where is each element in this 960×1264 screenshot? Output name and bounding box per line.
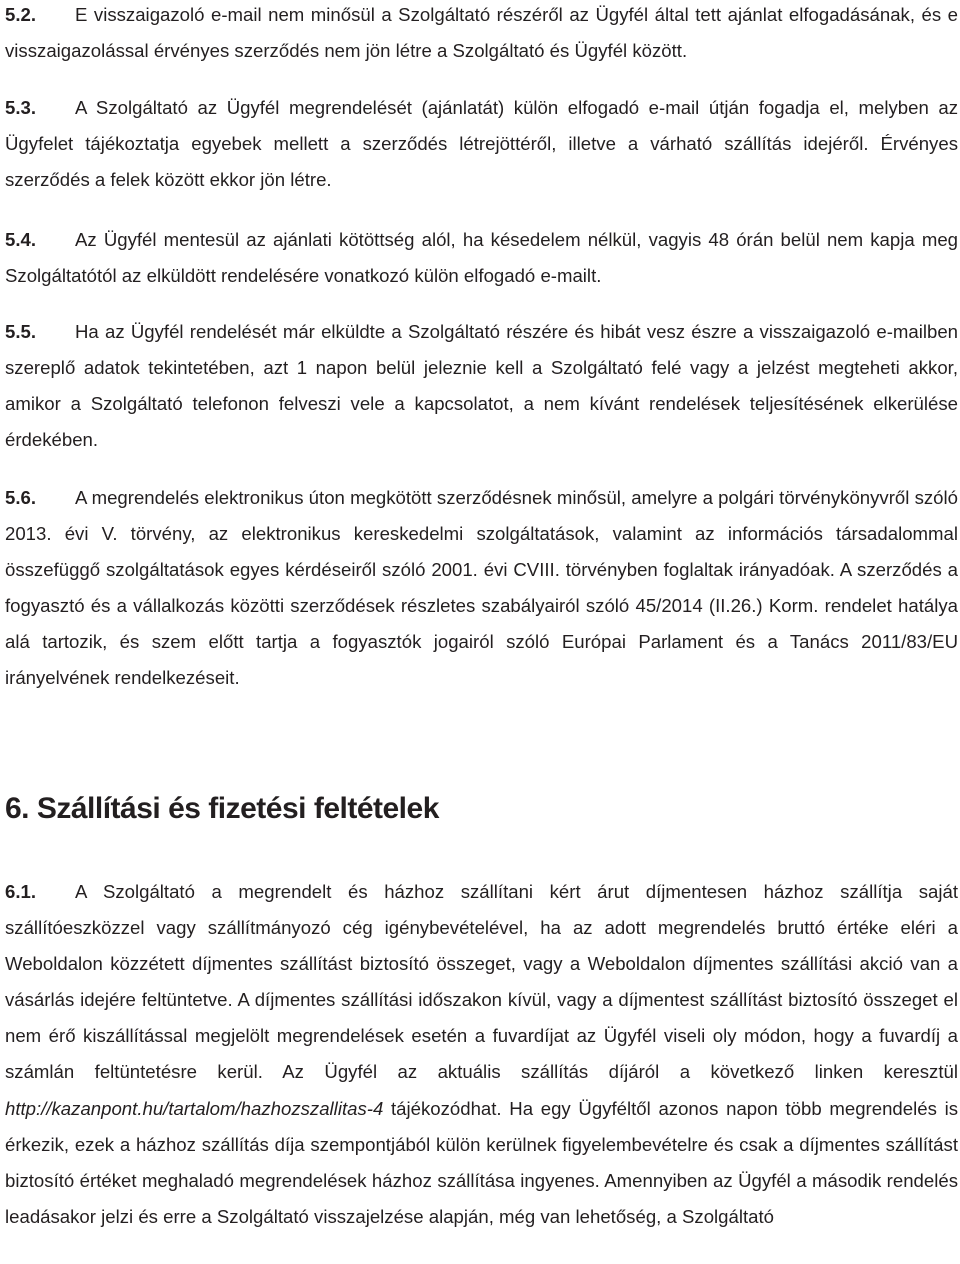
paragraph-text: A Szolgáltató a megrendelt és házhoz szállítani kért árut díjmentesen házhoz szállítja saját szállítóeszközzel vagy szállítmányozó cég igénybevételével, ha az adott megrendelés bruttó értéke eléri a Weboldalon közzétett díjmentes szállítást biztosító összeget, vagy a Weboldalon díjmentes szállítási akció van a vásárlás idejére feltüntetve. A díjmentes szállítási időszakon kívül, vagy a díjmentest szállítást biztosító összeget el nem érő kiszállítással megjelölt megrendelések esetén a fuvardíjat az Ügyfél viseli oly módon, hogy a fuvardíj a számlán feltüntetésre kerül. Az Ügyfél az aktuális szállítás díjáról a következő linken keresztül bbox=[5, 881, 958, 1083]
paragraph-number: 5.3. bbox=[5, 97, 37, 118]
paragraph-text-continued: tájékozódhat. Ha egy Ügyféltől azonos napon több megrendelés is érkezik, ezek a házhoz szállítás díja szempontjából külön kerülnek figyelembevételre és csak a díjmentes szállítást biztosító értéket meghaladó megrendelések házhoz szállítása ingyenes. Amennyiben az Ügyfél a második rendelés leadásakor jelzi és erre a Szolgáltató visszajelzése alapján, még van lehetőség, a Szolgáltató bbox=[5, 1097, 958, 1227]
section-heading: 6. Szállítási és fizetési feltételek bbox=[5, 792, 439, 825]
paragraph-number: 5.2. bbox=[5, 4, 37, 25]
paragraph-text: Ha az Ügyfél rendelését már elküldte a Szolgáltató részére és hibát vesz észre a visszaigazoló e-mailben szereplő adatok tekintetében, azt 1 napon belül jeleznie kell a Szolgáltató felé vagy a jelzést megteheti akkor, amikor a Szolgáltató telefonon felveszi vele a kapcsolatot, a nem kívánt rendelések teljesítésének elkerülése érdekében. bbox=[5, 321, 958, 451]
paragraph-5-5 bbox=[5, 314, 958, 458]
paragraph-text: E visszaigazoló e-mail nem minősül a Szolgáltató részéről az Ügyfél által tett ajánlat elfogadásának, és e visszaigazolással érvényes szerződés nem jön létre a Szolgáltató és Ügyfél között. bbox=[5, 4, 958, 62]
paragraph-5-6 bbox=[5, 480, 958, 697]
shipping-fee-link[interactable]: http://kazanpont.hu/tartalom/hazhozszallitas-4 bbox=[5, 1097, 384, 1119]
paragraph-number: 5.5. bbox=[5, 321, 37, 342]
paragraph-5-4 bbox=[5, 222, 958, 294]
paragraph-5-3 bbox=[5, 90, 958, 198]
paragraph-5-2 bbox=[5, 0, 958, 69]
paragraph-6-1 bbox=[5, 874, 958, 1235]
paragraph-number: 5.6. bbox=[5, 487, 37, 508]
paragraph-text: A Szolgáltató az Ügyfél megrendelését (ajánlatát) külön elfogadó e-mail útján fogadja el, melyben az Ügyfelet tájékoztatja egyebek mellett a szerződés létrejöttéről, illetve a várható szállítás idejéről. Érvényes szerződés a felek között ekkor jön létre. bbox=[5, 97, 958, 191]
paragraph-number: 6.1. bbox=[5, 881, 37, 902]
paragraph-number: 5.4. bbox=[5, 229, 37, 250]
paragraph-text: Az Ügyfél mentesül az ajánlati kötöttség alól, ha késedelem nélkül, vagyis 48 órán belül nem kapja meg Szolgáltatótól az elküldött rendelésére vonatkozó külön elfogadó e-mailt. bbox=[5, 229, 958, 287]
paragraph-text: A megrendelés elektronikus úton megkötött szerződésnek minősül, amelyre a polgári törvénykönyvről szóló 2013. évi V. törvény, az elektronikus kereskedelmi szolgáltatások, valamint az információs társadalommal összefüggő szolgáltatások egyes kérdéseiről szóló 2001. évi CVIII. törvényben foglaltak irányadóak. A szerződés a fogyasztó és a vállalkozás közötti szerződések részletes szabályairól szóló 45/2014 (II.26.) Korm. rendelet hatálya alá tartozik, és szem előtt tartja a fogyasztók jogairól szóló Európai Parlament és a Tanács 2011/83/EU irányelvének rendelkezéseit. bbox=[5, 487, 958, 689]
